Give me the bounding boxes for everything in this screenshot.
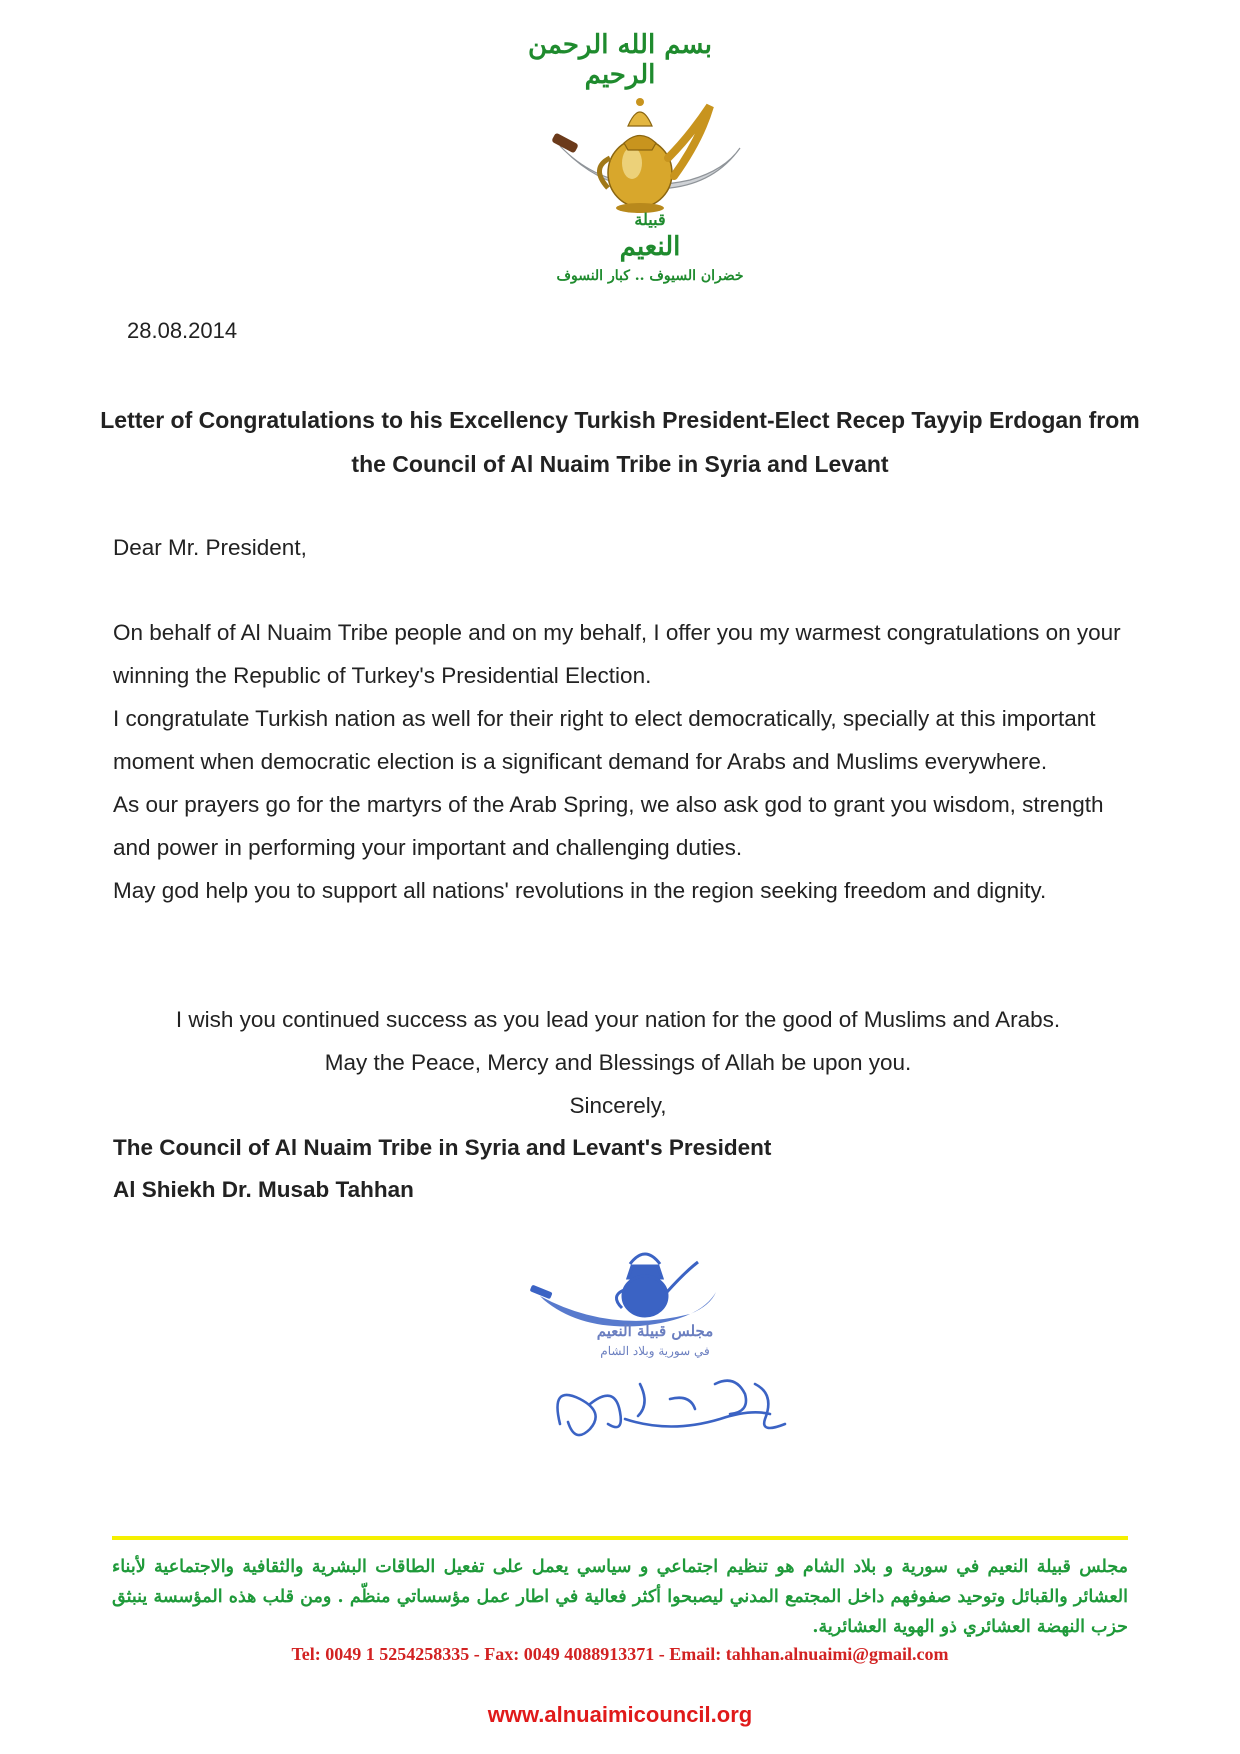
- paragraph: May god help you to support all nations' revolutions in the region seeking freedom and dignity.: [113, 878, 1047, 903]
- paragraph: On behalf of Al Nuaim Tribe people and on my behalf, I offer you my warmest congratulations on your winning the Republic of Turkey's Presidential Election.: [113, 620, 1121, 688]
- tribe-slogan: خضران السيوف .. كبار النسوف: [556, 268, 744, 284]
- letter-date: 28.08.2014: [127, 318, 238, 343]
- closing-line: May the Peace, Mercy and Blessings of Allah be upon you.: [324, 1050, 912, 1075]
- paragraph: As our prayers go for the martyrs of the Arab Spring, we also ask god to grant you wisdom, strength and power in performing your important and challenging duties.: [113, 792, 1104, 860]
- tribe-name: النعيم: [619, 232, 681, 262]
- signatory-block: [113, 1127, 771, 1211]
- paragraph: I congratulate Turkish nation as well for their right to elect democratically, specially at this important moment when democratic election is a significant demand for Arabs and Muslims everywhere.: [113, 706, 1096, 774]
- signatory-name: Al Shiekh Dr. Musab Tahhan: [113, 1177, 414, 1202]
- footer-contact-info: Tel: 0049 1 5254258335 - Fax: 0049 4088913371 - Email: tahhan.alnuaimi@gmail.com: [291, 1644, 949, 1664]
- tribe-label: قبيلة: [634, 210, 666, 229]
- footer-description: مجلس قبيلة النعيم في سورية و بلاد الشام هو تنظيم اجتماعي و سياسي يعمل على تفعيل الطاقات البشرية والثقافية والاجتماعية لأبناء العشائر والقبائل وتوحيد صفوفهم داخل المجتمع المدني ليصبحوا أكثر فعالية في اطار عمل مؤسساتي منظّم . ومن قلب هذه المؤسسة ينبثق حزب النهضة العشائري ذو الهوية العشائرية.: [112, 1557, 1128, 1637]
- salutation: Dear Mr. President,: [113, 535, 307, 560]
- website-link[interactable]: www.alnuaimicouncil.org: [487, 1702, 753, 1727]
- stamp-text-line: مجلس قبيلة النعيم: [596, 1322, 714, 1340]
- handwritten-signature: [558, 1381, 786, 1435]
- pot-neck: [624, 136, 656, 151]
- pot-spout: [668, 106, 710, 176]
- closing-line: I wish you continued success as you lead your nation for the good of Muslims and Arabs.: [175, 1007, 1061, 1032]
- stamp-text-line: في سورية وبلاد الشام: [600, 1344, 710, 1358]
- letter-closing: [113, 998, 1123, 1127]
- letter-title: Letter of Congratulations to his Excellency Turkish President-Elect Recep Tayyip Erdogan from the Council of Al Nuaim Tribe in Syria and Levant: [100, 407, 1140, 477]
- stamp-pot-icon: [616, 1254, 698, 1316]
- signatory-title: The Council of Al Nuaim Tribe in Syria and Levant's President: [113, 1135, 772, 1160]
- closing-line: Sincerely,: [569, 1093, 667, 1118]
- pot-lid: [628, 112, 652, 126]
- basmala-heading: بسم الله الرحمن الرحيم: [528, 30, 712, 90]
- letter-body: [113, 611, 1133, 912]
- footer-divider: [112, 1536, 1128, 1540]
